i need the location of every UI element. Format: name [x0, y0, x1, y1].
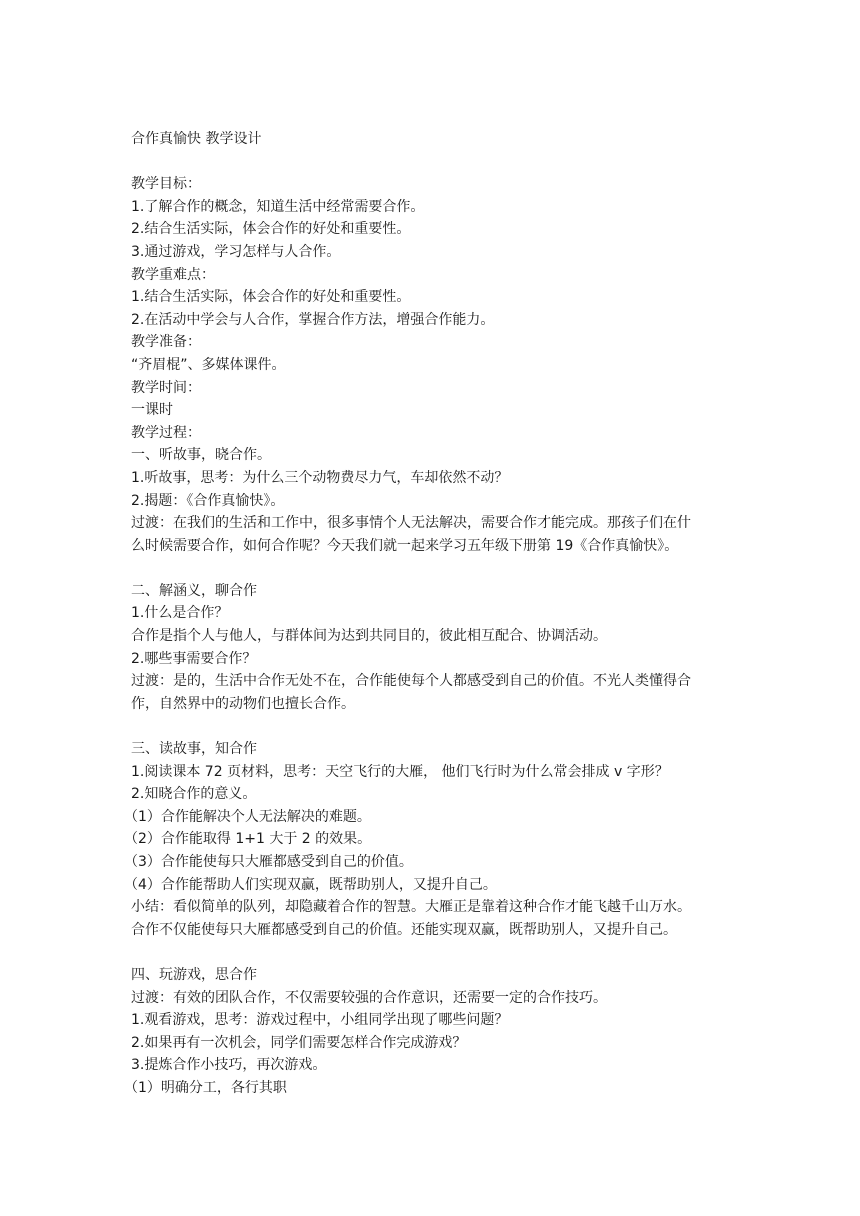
- text-line: 1.什么是合作？: [131, 605, 229, 622]
- text-line: 三、读故事，知合作: [131, 741, 257, 758]
- text-line: 过渡：在我们的生活和工作中，很多事情个人无法解决，需要合作才能完成。那孩子们在什: [131, 515, 691, 532]
- text-line: （3）合作能使每只大雁都感受到自己的价值。: [124, 854, 413, 870]
- blank-line: [131, 715, 736, 738]
- text-line: 2.知晓合作的意义。: [131, 786, 257, 803]
- text-line: 3.通过游戏，学习怎样与人合作。: [131, 243, 341, 260]
- text-line: 过渡：是的，生活中合作无处不在，合作能使每个人都感受到自己的价值。不光人类懂得合: [131, 673, 691, 690]
- text-line: 2.揭题：《合作真愉快》。: [131, 492, 285, 509]
- text-line: 1.阅读课本 72 页材料，思考：天空飞行的大雁， 他们飞行时为什么常会排成 v 字形？: [131, 763, 669, 780]
- text-line: 2.如果再有一次机会，同学们需要怎样合作完成游戏？: [131, 1034, 467, 1051]
- text-line: （1）明确分工，各行其职: [124, 1079, 287, 1096]
- text-line: 2.在活动中学会与人合作，掌握合作方法，增强合作能力。: [131, 311, 495, 328]
- text-line: 一课时: [131, 402, 173, 419]
- text-line: （1）合作能解决个人无法解决的难题。: [124, 808, 371, 825]
- blank-line: [131, 557, 736, 580]
- text-line: 二、解涵义，聊合作: [131, 582, 257, 599]
- text-line: 过渡：有效的团队合作，不仅需要较强的合作意识，还需要一定的合作技巧。: [131, 989, 607, 1006]
- text-line: 教学准备：: [131, 334, 201, 351]
- text-line: 教学时间：: [131, 379, 201, 396]
- text-line: 四、玩游戏，思合作: [131, 966, 257, 983]
- text-line: 合作不仅能使每只大雁都感受到自己的价值。还能实现双赢，既帮助别人，又提升自己。: [131, 921, 677, 938]
- text-line: 3.提炼合作小技巧，再次游戏。: [131, 1057, 327, 1074]
- text-line: 小结：看似简单的队列，却隐藏着合作的智慧。大雁正是靠着这种合作才能飞越千山万水。: [131, 899, 691, 916]
- text-line: 1.了解合作的概念，知道生活中经常需要合作。: [131, 198, 425, 215]
- text-line: 教学目标：: [131, 176, 201, 193]
- document-title: 合作真愉快 教学设计: [131, 131, 262, 147]
- text-line: 么时候需要合作，如何合作呢？今天我们就一起来学习五年级下册第 19《合作真愉快》。: [131, 537, 679, 554]
- text-line: “齐眉棍”、多媒体课件。: [131, 356, 286, 373]
- text-line: 1.结合生活实际，体会合作的好处和重要性。: [131, 289, 411, 306]
- text-line: 1.听故事，思考：为什么三个动物费尽力气，车却依然不动？: [131, 469, 509, 486]
- text-line: 作，自然界中的动物们也擅长合作。: [131, 695, 355, 712]
- text-line: 1.观看游戏，思考：游戏过程中，小组同学出现了哪些问题？: [131, 1012, 509, 1029]
- text-line: 2.结合生活实际，体会合作的好处和重要性。: [131, 221, 411, 238]
- text-line: （4）合作能帮助人们实现双赢，既帮助别人，又提升自己。: [124, 876, 497, 893]
- text-line: 2.哪些事需要合作？: [131, 650, 257, 667]
- document-body: [124, 151, 736, 1100]
- text-line: 一、听故事，晓合作。: [131, 447, 271, 464]
- text-line: 教学过程：: [131, 424, 201, 441]
- text-line: （2）合作能取得 1+1 大于 2 的效果。: [124, 831, 372, 848]
- text-line: 合作是指个人与他人，与群体间为达到共同目的，彼此相互配合、协调活动。: [131, 628, 607, 645]
- blank-line: [131, 151, 736, 174]
- document-page: [124, 128, 736, 1100]
- blank-line: [131, 941, 736, 964]
- text-line: 教学重难点：: [131, 266, 215, 283]
